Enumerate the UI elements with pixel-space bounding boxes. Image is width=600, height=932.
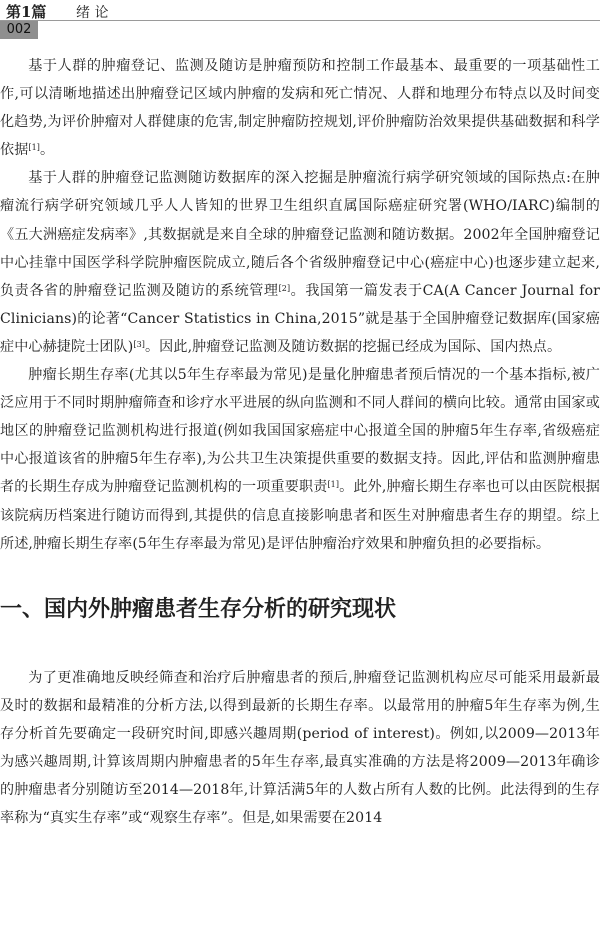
- paragraph-text: 肿瘤长期生存率(尤其以5年生存率最为常见)是量化肿瘤患者预后情况的一个基本指标,被广泛应用于不同时期肿瘤筛查和诊疗水平进展的纵向监测和不同人群间的横向比较。通常由国家或地区的肿瘤登记监测机构进行报道(例如我国国家癌症中心报道全国的肿瘤5年生存率,省级癌症中心报道该省的肿瘤5年生存率),为公共卫生决策提供重要的数据支持。因此,评估和监测肿瘤患者的长期生存成为肿瘤登记监测机构的一项重要职责: [0, 367, 600, 496]
- citation-ref: [2]: [278, 283, 291, 293]
- citation-ref: [1]: [327, 480, 340, 490]
- paragraph-text: 。我国第一篇发表于CA(A Cancer Journal for Clinicians)的论著“Cancer Statistics in China,2015”就是基于全国肿瘤登记数据库(国家癌症中心赫捷院士团队): [0, 282, 600, 355]
- section-heading: 一、国内外肿瘤患者生存分析的研究现状: [0, 595, 397, 622]
- paragraph: 为了更准确地反映经筛查和治疗后肿瘤患者的预后,肿瘤登记监测机构应尽可能采用最新最及时的数据和最精准的分析方法,以得到最新的长期生存率。以最常用的肿瘤5年生存率为例,生存分析首先要确定一段研究时间,即感兴趣周期(period of interest)。例如,以2009—2013年为感兴趣周期,计算该周期内肿瘤患者的5年生存率,最真实准确的方法是将2009—2013年确诊的肿瘤患者分别随访至2014—2018年,计算活满5年的人数占所有人数的比例。此法得到的生存率称为“真实生存率”或“观察生存率”。但是,如果需要在2014: [0, 669, 600, 827]
- paragraph-text: 。此外,肿瘤长期生存率也可以由医院根据该院病历档案进行随访而得到,其提供的信息直接影响患者和医生对肿瘤患者生存的期望。综上所述,肿瘤长期生存率(5年生存率最为常见)是评估肿瘤治疗效果和肿瘤负担的必要指标。: [0, 479, 600, 552]
- paragraph: [0, 361, 600, 558]
- page-body: [0, 52, 600, 832]
- paragraph: [0, 52, 600, 164]
- paragraph-text: 。因此,肿瘤登记监测及随访数据的挖掘已经成为国际、国内热点。: [144, 338, 562, 355]
- citation-ref: [1]: [28, 143, 41, 153]
- paragraph: [0, 164, 600, 361]
- page-number: 002: [0, 21, 38, 39]
- running-header: [0, 0, 600, 21]
- citation-ref: [3]: [133, 339, 145, 349]
- paragraph-text: 。: [40, 142, 55, 159]
- paragraph-text: 基于人群的肿瘤登记、监测及随访是肿瘤预防和控制工作最基本、最重要的一项基础性工作,可以清晰地描述出肿瘤登记区域内肿瘤的发病和死亡情况、人群和地理分布特点以及时间变化趋势,为评价肿瘤对人群健康的危害,制定肿瘤防控规划,评价肿瘤防治效果提供基础数据和科学依据: [0, 58, 600, 159]
- part-label: 第1篇: [6, 3, 47, 21]
- chapter-label: 绪 论: [76, 5, 109, 21]
- paragraph-text: 基于人群的肿瘤登记监测随访数据库的深入挖掘是肿瘤流行病学研究领域的国际热点:在肿瘤流行病学研究领域几乎人人皆知的世界卫生组织直属国际癌症研究署(WHO/IARC)编制的《五大洲癌症发病率》,其数据就是来自全球的肿瘤登记监测和随访数据。2002年全国肿瘤登记中心挂靠中国医学科学院肿瘤医院成立,随后各个省级肿瘤登记中心(癌症中心)也逐步建立起来,负责各省的肿瘤登记监测及随访的系统管理: [0, 170, 600, 299]
